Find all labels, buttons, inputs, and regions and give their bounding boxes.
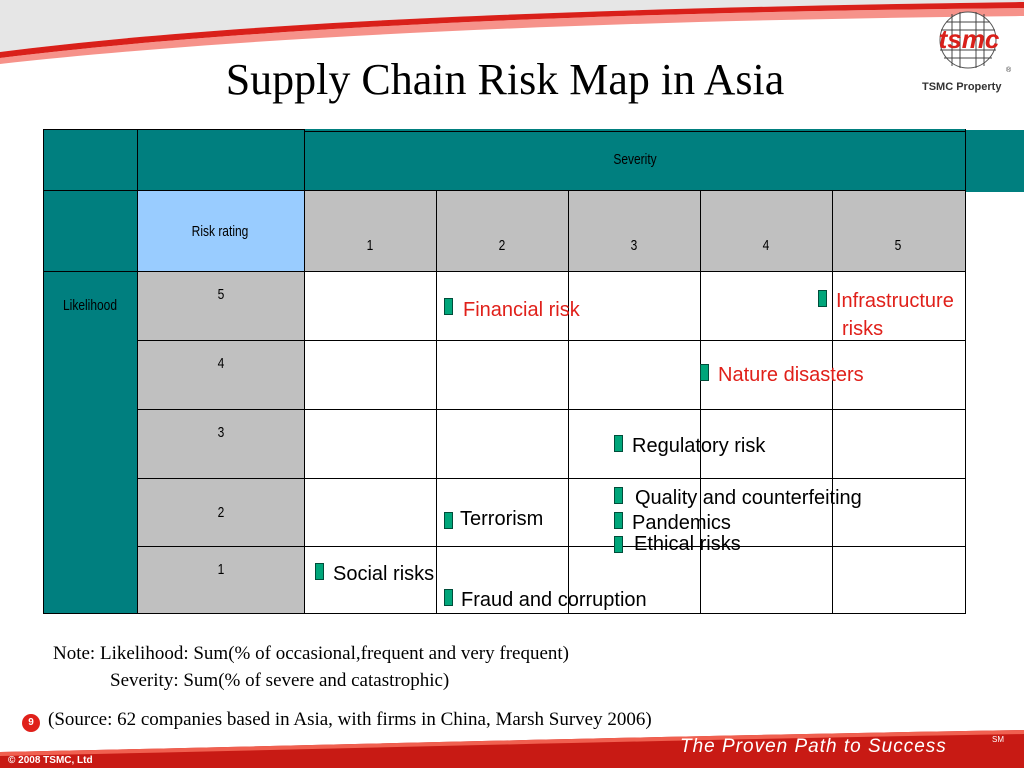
likelihood-level-1: 1 [217, 561, 225, 578]
tsmc-logo [926, 8, 1012, 78]
likelihood-level-5: 5 [217, 286, 225, 303]
service-mark: SM [992, 735, 1004, 744]
risk-rating-label: Risk rating [191, 223, 249, 240]
likelihood-column [43, 129, 138, 614]
risk-marker-icon [818, 290, 827, 307]
page-number-badge: 9 [22, 714, 40, 732]
severity-header: Severity [613, 151, 657, 168]
risk-marker-icon [614, 512, 623, 529]
risk-label-quality: Quality and counterfeiting [635, 487, 862, 509]
risk-label-infrastructure-line2: risks [842, 318, 884, 340]
risk-label-ethical: Ethical risks [634, 533, 741, 555]
likelihood-label: Likelihood [62, 297, 118, 314]
footer-tagline: The Proven Path to Success [680, 736, 947, 757]
risk-label-fraud: Fraud and corruption [461, 589, 647, 611]
risk-marker-icon [700, 364, 709, 381]
severity-header-row [138, 129, 966, 191]
copyright: © 2008 TSMC, Ltd [8, 755, 93, 766]
risk-marker-icon [614, 536, 623, 553]
risk-label-terrorism: Terrorism [460, 508, 544, 530]
risk-label-nature-disasters: Nature disasters [718, 364, 864, 386]
likelihood-level-3: 3 [217, 424, 225, 441]
risk-marker-icon [444, 512, 453, 529]
svg-text:tsmc: tsmc [938, 24, 1000, 54]
severity-level-1: 1 [366, 237, 374, 254]
risk-marker-icon [614, 435, 623, 452]
risk-marker-icon [444, 589, 453, 606]
risk-marker-icon [444, 298, 453, 315]
severity-level-row [305, 191, 966, 272]
note-source: (Source: 62 companies based in Asia, with firms in China, Marsh Survey 2006) [48, 709, 652, 730]
risk-label-regulatory: Regulatory risk [632, 435, 766, 457]
likelihood-level-2: 2 [217, 504, 225, 521]
risk-label-financial: Financial risk [463, 299, 580, 321]
severity-level-3: 3 [630, 237, 638, 254]
page-title: Supply Chain Risk Map in Asia [225, 55, 785, 104]
risk-label-infrastructure-line1: Infrastructure [836, 290, 954, 312]
svg-text:®: ® [1006, 67, 1012, 74]
severity-level-5: 5 [894, 237, 902, 254]
risk-marker-icon [315, 563, 324, 580]
severity-level-2: 2 [498, 237, 506, 254]
risk-label-pandemics: Pandemics [632, 512, 731, 534]
likelihood-level-4: 4 [217, 355, 225, 372]
header-band-extension [966, 130, 1024, 192]
logo-caption: TSMC Property [922, 81, 1002, 93]
severity-level-4: 4 [762, 237, 770, 254]
risk-marker-icon [614, 487, 623, 504]
note-likelihood: Note: Likelihood: Sum(% of occasional,frequent and very frequent) [53, 643, 569, 664]
note-severity: Severity: Sum(% of severe and catastrophic) [110, 670, 450, 691]
risk-label-social: Social risks [333, 563, 435, 585]
